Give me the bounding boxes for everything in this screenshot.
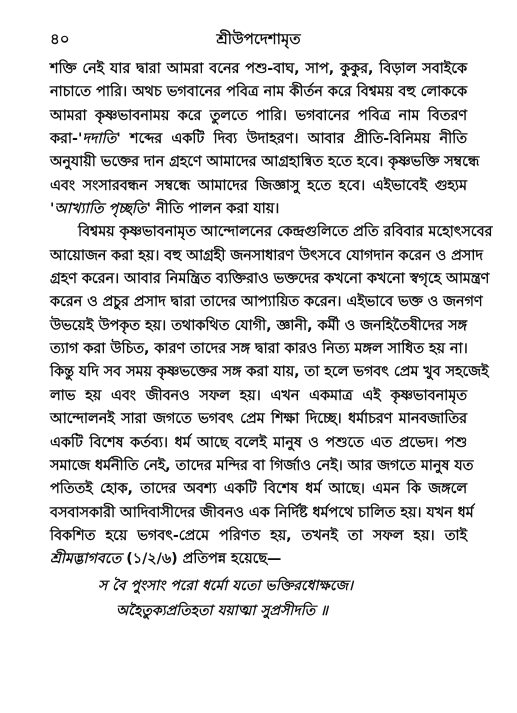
text-line: এবং সংসারবন্ধন সম্বন্ধে আমাদের জিজ্ঞাসু হতে হবে। এইভাবেই গুহ্যম [50, 177, 467, 194]
text-line: কিন্তু যদি সব সময় কৃষ্ণভক্তের সঙ্গ করা যায়, তা হলে ভগবৎ প্রেম খুব সহজেই [50, 364, 489, 381]
text-fragment: প্রতিপন্ন হয়েছে— [182, 551, 282, 568]
text-line: নাচাতে পারি। অথচ ভগবানের পবিত্র নাম কীর্তন করে বিশ্বময় বহু লোককে [50, 84, 467, 101]
page-number: ৪০ [50, 30, 70, 48]
text-line: সমাজে ধর্মনীতি নেই, তাদের মন্দির বা গির্জাও নেই। আর জগতে মানুষ যত [50, 457, 474, 474]
term-akhyati-prichchhati: 'আখ্যাতি পৃচ্ছতি' [50, 201, 151, 218]
running-title: শ্রীউপদেশামৃত [216, 30, 301, 48]
text-line: বিশ্বময় কৃষ্ণভাবনামৃত আন্দোলনের কেন্দ্রগুলিতে প্রতি রবিবার মহোৎসবের [78, 224, 493, 241]
text-line: আন্দোলনই সারা জগতে ভগবৎ প্রেম শিক্ষা দিচ্ছে। ধর্মাচরণ মানবজাতির [50, 411, 467, 428]
text-fragment: শব্দের একটি দিব্য উদাহরণ। আবার প্রীতি-বিনিময় নীতি [130, 131, 467, 148]
text-line: লাভ হয় এবং জীবনও সফল হয়। এখন একমাত্র এই কৃষ্ণভাবনামৃত [50, 387, 467, 404]
text-line: একটি বিশেষ কর্তব্য। ধর্ম আছে বলেই মানুষ ও পশুতে এত প্রভেদ। পশু [50, 434, 467, 451]
paragraph-2 [50, 221, 493, 571]
verse-line-1: স বৈ পুংসাং পরো ধর্মো যতো ভক্তিরধোক্ষজে। [98, 577, 354, 594]
page-header [50, 28, 467, 52]
sanskrit-verse [50, 574, 467, 624]
verse-line-2: অহৈতুক্যপ্রতিহতা যয়াত্মা সুপ্রসীদতি ॥ [116, 602, 328, 619]
text-line: আয়োজন করা হয়। বহু আগ্রহী জনসাধারণ উৎসবে যোগদান করেন ও প্রসাদ [50, 247, 483, 264]
text-line [50, 198, 467, 221]
text-line: গ্রহণ করেন। আবার নিমন্ত্রিত ব্যক্তিরাও ভক্তদের কখনো কখনো স্বগৃহে আমন্ত্রণ [50, 271, 490, 288]
text-line: ত্যাগ করা উচিত, কারণ তাদের সঙ্গ দ্বারা কারও নিত্য মঙ্গল সাধিত হয় না। [50, 341, 468, 358]
text-line: উভয়েই উপকৃত হয়। তথাকথিত যোগী, জ্ঞানী, কর্মী ও জনহিতৈষীদের সঙ্গ [50, 317, 467, 334]
text-fragment: করা- [50, 131, 78, 148]
text-line: বসবাসকারী আদিবাসীদের জীবনও এক নির্দিষ্ট ধর্মপথে চালিত হয়। যখন ধর্ম [50, 504, 474, 521]
text-line: বিকশিত হয়ে ভগবৎ-প্রেমে পরিণত হয়, তখনই তা সফল হয়। তাই [50, 527, 467, 544]
text-line: অনুযায়ী ভক্তের দান গ্রহণে আমাদের আগ্রহান্বিত হতে হবে। কৃষ্ণভক্তি সম্বন্ধে [50, 154, 480, 171]
text-line: শক্তি নেই যার দ্বারা আমরা বনের পশু-বাঘ, সাপ, কুকুর, বিড়াল সবাইকে [50, 61, 467, 77]
text-line: করেন ও প্রচুর প্রসাদ দ্বারা তাদের আপ্যায়িত করেন। এইভাবে ভক্ত ও জনগণ [50, 294, 483, 311]
text-line [50, 128, 467, 151]
text-line: আমরা কৃষ্ণভাবনাময় করে তুলতে পারি। ভগবানের পবিত্র নাম বিতরণ [50, 107, 467, 124]
scripture-reference: শ্রীমদ্ভাগবতে [50, 551, 122, 568]
verse-reference-number: (১/২/৬) [126, 551, 178, 568]
text-line: পতিতই হোক, তাদের অবশ্য একটি বিশেষ ধর্ম আছে। এমন কি জঙ্গলে [50, 481, 467, 498]
text-fragment: নীতি পালন করা যায়। [155, 201, 280, 218]
paragraph-1 [50, 58, 480, 221]
term-dadati: 'দদাতি' [77, 131, 121, 148]
text-line [50, 548, 467, 571]
